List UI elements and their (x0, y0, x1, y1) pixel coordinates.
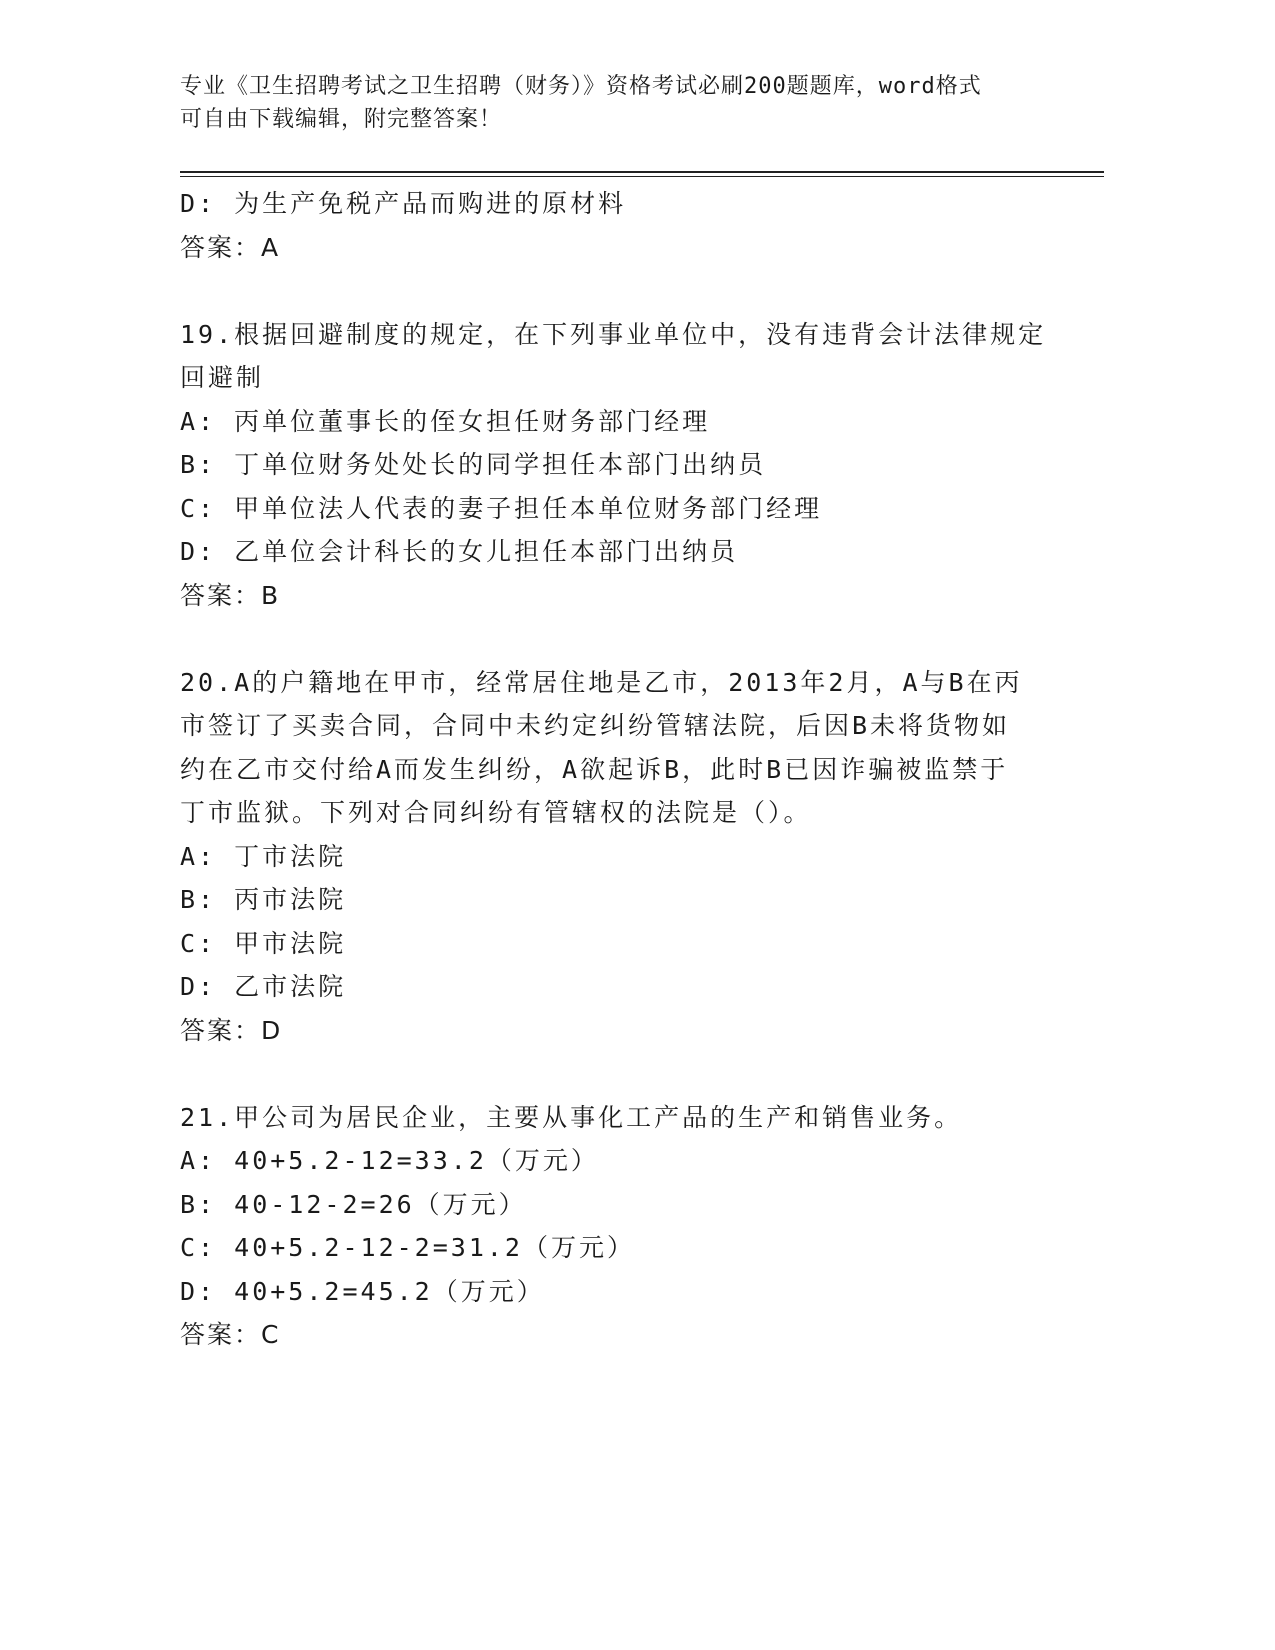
question-20 (180, 661, 1080, 1053)
question-18 (180, 182, 1080, 269)
option-d: D: 为生产免税产品而购进的原材料 (180, 189, 627, 218)
option-d: D: 乙市法院 (180, 972, 347, 1001)
option-d: D: 40+5.2=45.2（万元） (180, 1276, 545, 1306)
option-b: B: 丁单位财务处处长的同学担任本部门出纳员 (180, 450, 767, 479)
question-stem: 19.根据回避制度的规定，在下列事业单位中，没有违背会计法律规定 (180, 319, 1047, 349)
option-d: D: 乙单位会计科长的女儿担任本部门出纳员 (180, 537, 739, 566)
question-19 (180, 313, 1080, 618)
answer: 答案：C (180, 1320, 281, 1349)
header-title-line-1: 专业《卫生招聘考试之卫生招聘（财务）》资格考试必刷200题题库，word格式 (180, 74, 982, 99)
option-a: A: 丙单位董事长的侄女担任财务部门经理 (180, 406, 711, 436)
option-b: B: 丙市法院 (180, 885, 347, 914)
question-stem: 20.A的户籍地在甲市，经常居住地是乙市，2013年2月，A与B在丙 (180, 667, 1023, 697)
question-stem-cont: 市签订了买卖合同，合同中未约定纠纷管辖法院，后因B未将货物如 (180, 711, 1011, 740)
question-stem-cont: 丁市监狱。下列对合同纠纷有管辖权的法院是（）。 (180, 798, 812, 827)
option-a: A: 丁市法院 (180, 841, 347, 871)
option-b: B: 40-12-2=26（万元） (180, 1189, 527, 1219)
spacer (180, 269, 1080, 313)
option-c: C: 甲单位法人代表的妻子担任本单位财务部门经理 (180, 493, 823, 523)
question-21 (180, 1096, 1080, 1357)
question-stem-cont: 回避制 (180, 363, 265, 392)
answer: 答案：D (180, 1015, 283, 1045)
answer: 答案：A (180, 232, 281, 262)
option-a: A: 40+5.2-12=33.2（万元） (180, 1146, 599, 1175)
header-divider-thick (180, 171, 1104, 173)
header-divider-thin (180, 176, 1104, 177)
answer: 答案：B (180, 580, 281, 610)
question-list (180, 182, 1080, 1357)
option-c: C: 甲市法院 (180, 928, 347, 958)
header-title-line-2: 可自由下载编辑，附完整答案！ (180, 107, 503, 132)
spacer (180, 1052, 1080, 1096)
option-c: C: 40+5.2-12-2=31.2（万元） (180, 1233, 635, 1262)
question-stem: 21.甲公司为居民企业，主要从事化工产品的生产和销售业务。 (180, 1102, 963, 1132)
document-header (180, 70, 1060, 136)
spacer (180, 617, 1080, 661)
question-stem-cont: 约在乙市交付给A而发生纠纷，A欲起诉B，此时B已因诈骗被监禁于 (180, 754, 1009, 784)
